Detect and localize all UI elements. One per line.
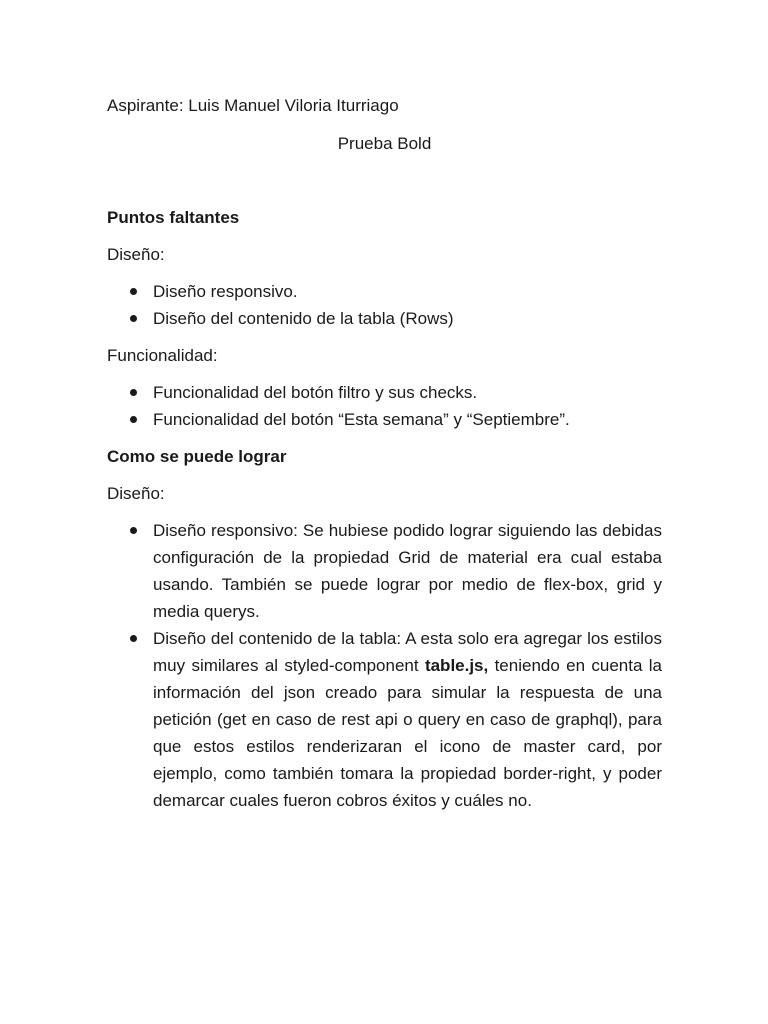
list-item-text: Diseño del contenido de la tabla (Rows) <box>153 309 454 328</box>
list-item <box>107 625 662 814</box>
bullet-icon <box>130 416 137 423</box>
section-heading-missing-points: Puntos faltantes <box>107 208 240 227</box>
bullet-icon <box>130 389 137 396</box>
document-title: Prueba Bold <box>337 134 432 153</box>
list-item <box>107 305 662 332</box>
list-item-text-before: Diseño del contenido de la tabla: A esta solo era agregar los estilos muy similares al styled-component <box>153 629 662 675</box>
list-item-text: Funcionalidad del botón filtro y sus checks. <box>153 383 478 402</box>
list-item-text: Funcionalidad del botón “Esta semana” y “Septiembre”. <box>153 410 570 429</box>
subheading-design: Diseño: <box>107 245 165 264</box>
bullet-icon <box>130 635 137 642</box>
bullet-icon <box>130 527 137 534</box>
list-item-bold-filename: table.js, <box>424 656 489 675</box>
list-item <box>107 406 662 433</box>
bullet-icon <box>130 315 137 322</box>
applicant-line: Aspirante: Luis Manuel Viloria Iturriago <box>107 96 399 115</box>
list-item <box>107 278 662 305</box>
list-item <box>107 517 662 625</box>
list-item-text-after: teniendo en cuenta la información del json creado para simular la respuesta de una petición (get en caso de rest api o query en caso de graphql), para que estos estilos renderizaran el icono de master card, por ejemplo, como también tomara la propiedad border-right, y poder demarcar cuales fueron cobros éxitos y cuáles no. <box>153 656 662 810</box>
bullet-list-design-solution <box>107 517 662 814</box>
list-item <box>107 379 662 406</box>
subheading-functionality: Funcionalidad: <box>107 346 218 365</box>
bullet-list-functionality <box>107 379 662 433</box>
bullet-icon <box>130 288 137 295</box>
section-heading-how-to-achieve: Como se puede lograr <box>107 447 287 466</box>
subheading-design-solution: Diseño: <box>107 484 165 503</box>
list-item-text: Diseño responsivo: Se hubiese podido lograr siguiendo las debidas configuración de la propiedad Grid de material era cual estaba usando. También se puede lograr por medio de flex-box, grid y media querys. <box>153 521 662 621</box>
bullet-list-design <box>107 278 662 332</box>
list-item-text: Diseño responsivo. <box>153 282 298 301</box>
document-body <box>107 92 662 814</box>
